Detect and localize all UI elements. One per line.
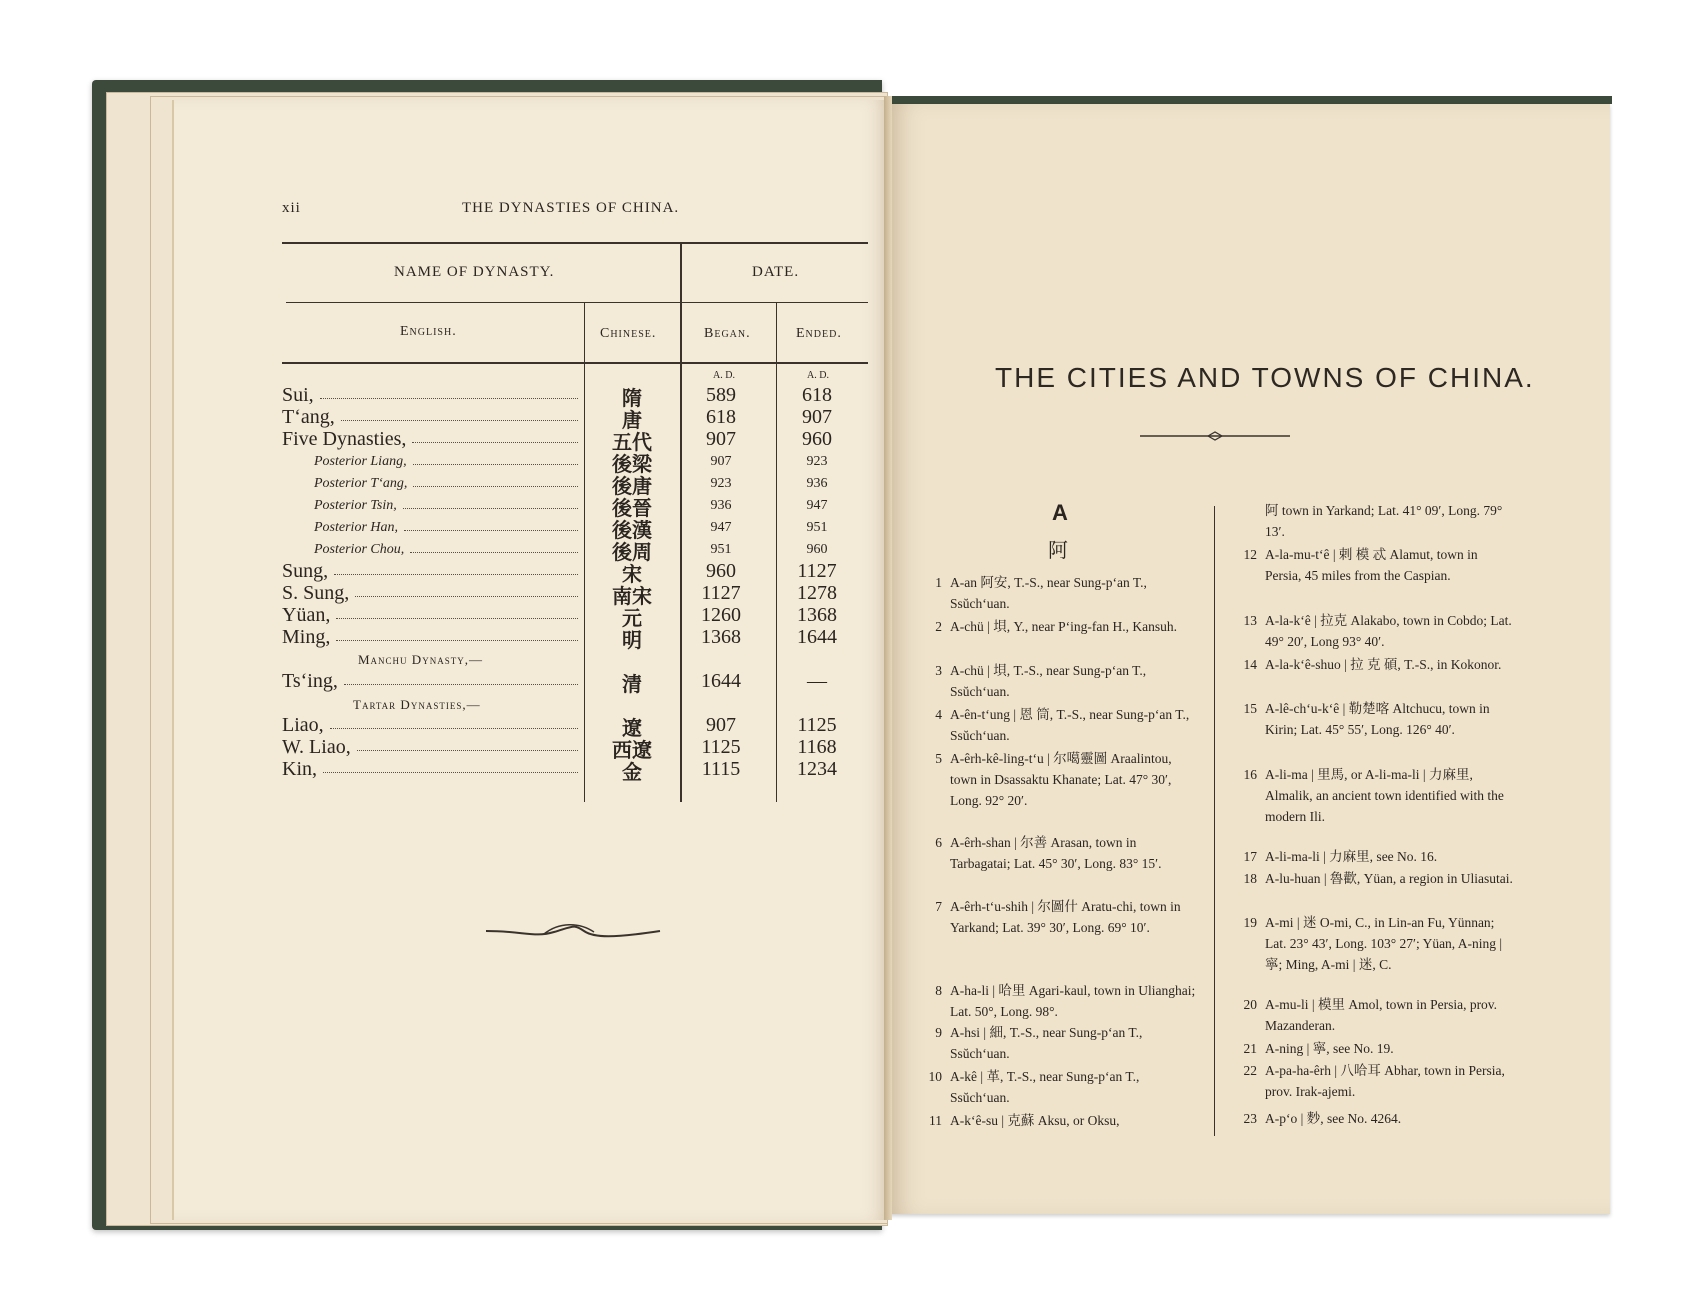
entry-number: 13 [1243, 613, 1257, 628]
entry-number: 18 [1243, 871, 1257, 886]
entry-text: A-la-mu-t‘ê | 剌 模 忒 Alamut, town in Persia, 45 miles from the Caspian. [1265, 547, 1478, 583]
entry-text: A-êrh-t‘u-shih | 尔圖什 Aratu-chi, town in Yarkand; Lat. 39° 30′, Long. 69° 10′. [950, 899, 1181, 935]
entry-number: 9 [935, 1025, 942, 1040]
city-entry [1243, 544, 1515, 586]
entry-number: 2 [935, 619, 942, 634]
entry-text: A-lê-ch‘u-k‘ê | 勒楚喀 Altchucu, town in Kirin; Lat. 45° 55′, Long. 126° 40′. [1265, 701, 1490, 737]
city-entry [935, 980, 1200, 1022]
leader-dots [320, 398, 578, 399]
dynasty-row [282, 714, 882, 740]
dynasty-chinese: 南宋 [612, 584, 652, 608]
city-entry [935, 832, 1200, 874]
city-entry [1243, 1060, 1515, 1102]
dynasty-row [282, 582, 882, 608]
dynasty-began: 936 [710, 498, 732, 513]
column-rule [1214, 506, 1215, 1136]
ornament-right [1140, 430, 1290, 442]
dynasty-row [282, 538, 882, 564]
dynasty-began: 1125 [701, 736, 741, 758]
dynasty-english: Five Dynasties, [282, 428, 407, 450]
dynasty-chinese: 西遼 [612, 738, 652, 762]
city-entry [1243, 868, 1515, 889]
leader-dots [413, 464, 578, 465]
dynasty-row [282, 604, 882, 630]
dynasty-chinese: 五代 [612, 430, 652, 454]
city-entry [1243, 994, 1515, 1036]
dynasty-english: Liao, [282, 714, 324, 736]
entry-text: 阿 town in Yarkand; Lat. 41° 09′, Long. 79° 13′. [1265, 503, 1503, 539]
dynasty-ended: 1644 [797, 626, 837, 648]
entry-number: 3 [935, 663, 942, 678]
running-title: THE DYNASTIES OF CHINA. [462, 200, 680, 216]
city-entry [935, 660, 1200, 702]
dynasty-english: Posterior Chou, [314, 542, 405, 557]
dynasty-ended: 923 [806, 454, 828, 469]
entry-text: A-chü | 垻, T.-S., near Sung-p‘an T., Ssŭch‘uan. [950, 663, 1147, 699]
book-cover-right-edge [888, 96, 1612, 104]
dynasty-row [282, 428, 882, 454]
dynasty-english: Sui, [282, 384, 314, 406]
dynasty-row [282, 758, 882, 784]
entry-number: 19 [1243, 915, 1257, 930]
table-header-rule [282, 362, 868, 364]
book-gutter [884, 96, 892, 1220]
city-entry [929, 1110, 1200, 1131]
dynasty-chinese: 遼 [622, 716, 642, 740]
city-entry [935, 1022, 1200, 1064]
dynasty-chinese: 後周 [612, 540, 652, 564]
dynasty-began: 951 [710, 542, 732, 557]
leader-dots [355, 596, 578, 597]
dynasty-chinese: 後梁 [612, 452, 652, 476]
dynasty-chinese: 隋 [622, 386, 642, 410]
ad-ended: A. D. [807, 370, 829, 381]
dynasty-chinese: 元 [622, 606, 642, 630]
dynasty-table-body [282, 384, 882, 804]
city-entry [1243, 1108, 1515, 1129]
dynasty-chinese: 後唐 [612, 474, 652, 498]
dynasty-ended: 1168 [797, 736, 837, 758]
dynasty-english: Sung, [282, 560, 329, 582]
entry-number: 4 [935, 707, 942, 722]
entry-number: 11 [929, 1113, 942, 1128]
cities-column-1 [928, 572, 1200, 1142]
entry-number: 22 [1243, 1063, 1257, 1078]
city-entry [1265, 500, 1515, 542]
city-entry [935, 704, 1200, 746]
dynasty-ended: 1278 [797, 582, 837, 604]
col-began: Began. [704, 326, 751, 341]
dynasty-ended: 951 [806, 520, 828, 535]
dynasty-ended: 1368 [797, 604, 837, 626]
table-mid-rule [286, 302, 868, 303]
entry-text: A-pa-ha-êrh | 八哈耳 Abhar, town in Persia, prov. Irak-ajemi. [1265, 1063, 1505, 1099]
entry-text: A-li-ma | 里馬, or A-li-ma-li | 力麻里, Almalik, an ancient town identified with the modern Ili. [1265, 767, 1504, 824]
city-entry [1243, 610, 1515, 652]
right-page-title: THE CITIES AND TOWNS OF CHINA. [995, 362, 1535, 393]
dynasty-row [282, 626, 882, 652]
dynasty-english: Posterior Tsin, [314, 498, 397, 513]
entry-number: 23 [1243, 1111, 1257, 1126]
dynasty-english: T‘ang, [282, 406, 335, 428]
dynasty-ended: 960 [802, 428, 832, 450]
dynasty-row [282, 736, 882, 762]
col-english: English. [400, 324, 457, 339]
dynasty-chinese: 唐 [622, 408, 642, 432]
dynasty-began: 1127 [701, 582, 741, 604]
dynasty-chinese: 後漢 [612, 518, 652, 542]
entry-text: A-êrh-kê-ling-t‘u | 尔噶靈圖 Araalintou, town in Dsassaktu Khanate; Lat. 47° 30′, Long. 92° 20′. [950, 751, 1172, 808]
leader-dots [413, 486, 578, 487]
dynasty-row [282, 516, 882, 542]
entry-number: 6 [935, 835, 942, 850]
dynasty-english: Posterior Liang, [314, 454, 407, 469]
leader-dots [404, 530, 578, 531]
dynasty-began: 618 [706, 406, 736, 428]
entry-number: 16 [1243, 767, 1257, 782]
city-entry [1243, 764, 1515, 827]
city-entry [935, 896, 1200, 938]
entry-number: 5 [935, 751, 942, 766]
entry-text: A-la-k‘ê-shuo | 拉 克 碩, T.-S., in Kokonor. [1265, 657, 1502, 672]
entry-text: A-la-k‘ê | 拉克 Alakabo, town in Cobdo; Lat. 49° 20′, Long 93° 40′. [1265, 613, 1512, 649]
entry-text: A-k‘ê-su | 克蘇 Aksu, or Oksu, [950, 1113, 1120, 1128]
entry-text: A-kê | 革, T.-S., near Sung-p‘an T., Ssŭch‘uan. [950, 1069, 1140, 1105]
dynasty-english: Posterior T‘ang, [314, 476, 408, 491]
dynasty-english: Ming, [282, 626, 331, 648]
dynasty-row [282, 406, 882, 432]
dynasty-began: 960 [706, 560, 736, 582]
dynasty-began: 907 [706, 714, 736, 736]
col-chinese: Chinese. [600, 326, 657, 341]
dynasty-ended: 947 [806, 498, 828, 513]
entry-number: 10 [928, 1069, 942, 1084]
entry-number: 15 [1243, 701, 1257, 716]
col-date: DATE. [752, 264, 800, 280]
dynasty-began: 1115 [701, 758, 741, 780]
dynasty-ended: 907 [802, 406, 832, 428]
leader-dots [336, 640, 578, 641]
dynasty-ended: 1125 [797, 714, 837, 736]
section-letter: A [1052, 500, 1068, 525]
dynasty-english: Yüan, [282, 604, 331, 626]
dynasty-row [282, 450, 882, 476]
city-entry [1243, 654, 1515, 675]
tartar-heading: Tartar Dynasties,— [353, 697, 481, 712]
dynasty-row [282, 494, 882, 520]
leader-dots [323, 772, 578, 773]
dynasty-english: Ts‘ing, [282, 670, 338, 692]
folio: xii [282, 200, 301, 216]
dynasty-ended: 1127 [797, 560, 837, 582]
leader-dots [412, 442, 578, 443]
dynasty-english: Kin, [282, 758, 317, 780]
dynasty-chinese: 明 [622, 628, 642, 652]
section-char: 阿 [1048, 538, 1068, 562]
dynasty-english: S. Sung, [282, 582, 350, 604]
dynasty-row [282, 384, 882, 410]
entry-number: 1 [935, 575, 942, 590]
dynasty-chinese: 宋 [622, 562, 642, 586]
dynasty-ended: 1234 [797, 758, 837, 780]
leader-dots [341, 420, 578, 421]
entry-text: A-ning | 寧, see No. 19. [1265, 1041, 1394, 1056]
ad-began: A. D. [713, 370, 735, 381]
dynasty-ended: 618 [802, 384, 832, 406]
entry-text: A-p‘o | 麨, see No. 4264. [1265, 1111, 1402, 1126]
table-top-rule [282, 242, 868, 244]
leader-dots [334, 574, 578, 575]
col-name-of-dynasty: NAME OF DYNASTY. [394, 264, 555, 280]
entry-text: A-hsi | 細, T.-S., near Sung-p‘an T., Ssŭch‘uan. [950, 1025, 1143, 1061]
dynasty-ended: 936 [806, 476, 828, 491]
entry-text: A-li-ma-li | 力麻里, see No. 16. [1265, 849, 1438, 864]
city-entry [935, 748, 1200, 811]
dynasty-row [282, 560, 882, 586]
entry-text: A-mi | 迷 O-mi, C., in Lin-an Fu, Yünnan; Lat. 23° 43′, Long. 103° 27′; Yüan, A-ning | 寧; Ming, A-mi | 迷, C. [1265, 915, 1503, 972]
cities-column-2 [1243, 500, 1515, 1140]
dynasty-began: 947 [710, 520, 732, 535]
entry-text: A-lu-huan | 魯歡, Yüan, a region in Uliasutai. [1265, 871, 1513, 886]
entry-number: 20 [1243, 997, 1257, 1012]
dynasty-chinese: 清 [622, 672, 642, 696]
city-entry [935, 572, 1200, 614]
entry-number: 12 [1243, 547, 1257, 562]
entry-text: A-ên-t‘ung | 恩 筒, T.-S., near Sung-p‘an T., Ssŭch‘uan. [950, 707, 1190, 743]
entry-number: 8 [935, 983, 942, 998]
dynasty-began: 907 [706, 428, 736, 450]
entry-text: A-ha-li | 哈里 Agari-kaul, town in Ulianghai; Lat. 50°, Long. 98°. [950, 983, 1196, 1019]
dynasty-ended: 960 [806, 542, 828, 557]
col-ended: Ended. [796, 326, 842, 341]
leader-dots [330, 728, 578, 729]
dynasty-chinese: 後晉 [612, 496, 652, 520]
city-entry [1243, 912, 1515, 975]
city-entry [1243, 846, 1515, 867]
leader-dots [410, 552, 578, 553]
entry-number: 14 [1243, 657, 1257, 672]
dynasty-ended: — [807, 670, 827, 692]
dynasty-row [282, 472, 882, 498]
city-entry [1243, 698, 1515, 740]
leader-dots [403, 508, 578, 509]
dynasty-began: 1260 [701, 604, 741, 626]
dynasty-began: 907 [710, 454, 732, 469]
entry-number: 7 [935, 899, 942, 914]
entry-number: 17 [1243, 849, 1257, 864]
dynasty-began: 923 [710, 476, 732, 491]
leader-dots [357, 750, 578, 751]
city-entry [928, 1066, 1200, 1108]
city-entry [1243, 1038, 1515, 1059]
manchu-heading: Manchu Dynasty,— [358, 652, 483, 667]
dynasty-chinese: 金 [622, 760, 642, 784]
city-entry [935, 616, 1200, 637]
entry-text: A-chü | 垻, Y., near P‘ing-fan H., Kansuh. [950, 619, 1178, 634]
entry-text: A-êrh-shan | 尔善 Arasan, town in Tarbagatai; Lat. 45° 30′, Long. 83° 15′. [950, 835, 1162, 871]
dynasty-began: 589 [706, 384, 736, 406]
leader-dots [336, 618, 578, 619]
dynasty-english: Posterior Han, [314, 520, 398, 535]
entry-text: A-an 阿安, T.-S., near Sung-p‘an T., Ssŭch‘uan. [950, 575, 1147, 611]
dynasty-began: 1644 [701, 670, 741, 692]
entry-text: A-mu-li | 模里 Amol, town in Persia, prov. Mazanderan. [1265, 997, 1498, 1033]
dynasty-row [282, 670, 882, 696]
ornament-left [484, 920, 662, 942]
dynasty-began: 1368 [701, 626, 741, 648]
dynasty-english: W. Liao, [282, 736, 351, 758]
leader-dots [344, 684, 578, 685]
entry-number: 21 [1243, 1041, 1257, 1056]
